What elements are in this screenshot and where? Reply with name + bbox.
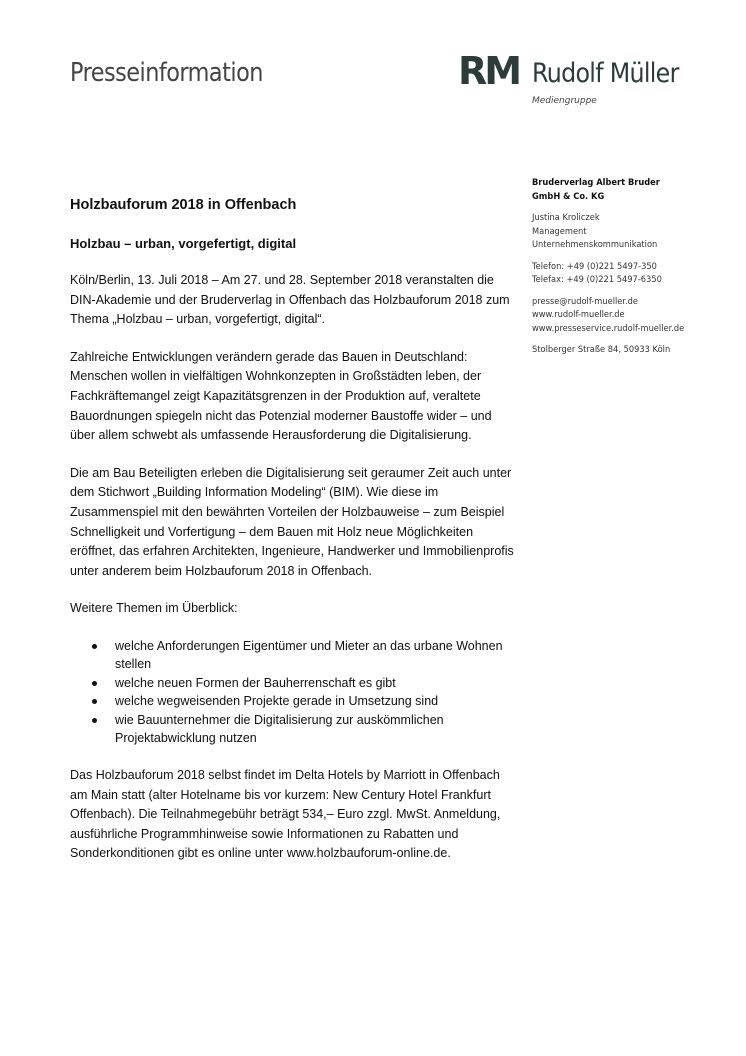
contact-company <box>532 177 716 204</box>
article-paragraph: Weitere Themen im Überblick: <box>70 601 238 616</box>
person-name: Justina Kroliczek <box>532 213 600 223</box>
logo-mark: RM <box>458 49 520 93</box>
contact-web <box>532 296 716 337</box>
presseservice-link[interactable]: www.presseservice.rudolf-mueller.de <box>532 323 685 334</box>
bullet-icon <box>92 681 97 686</box>
article-paragraph: Zahlreiche Entwicklungen verändern gerade das Bauen in Deutschland: Menschen wollen in vielfältigen Wohnkonzepten in Großstädten leben, der Fachkräftemangel zeigt Kapazitätsgrenzen in der Produktion auf, veraltete Bauordnungen spiegeln nicht das Potenzial moderner Baustoffe wider – und über allem schwebt als umfassende Herausforderung die Digitalisierung. <box>70 349 492 443</box>
article-closing: Das Holzbauforum 2018 selbst findet im Delta Hotels by Marriott in Offenbach am Main statt (alter Hotelname bis vor kurzem: New Century Hotel Frankfurt Offenbach). Die Teilnahmegebühr beträgt 534,– Euro zzgl. MwSt. Anmeldung, ausführliche Programmhinweise sowie Informationen zu Rabatten und Sonderkonditionen gibt es online unter www.holzbauforum-online.de. <box>70 767 501 861</box>
article-paragraph: Die am Bau Beteiligten erleben die Digitalisierung seit geraumer Zeit auch unter dem Stichwort „Building Information Modeling“ (BIM). Wie diese im Zusammenspiel mit den bewährten Vorteilen der Holzbauweise – zum Beispiel Schnelligkeit und Vorfertigung – dem Bauen mit Holz neue Möglichkeiten eröffnet, das erfahren Architekten, Ingenieure, Handwerker und Immobilienprofis unter anderem beim Holzbauforum 2018 in Offenbach. <box>70 465 514 578</box>
address-line: Stolberger Straße 84, 50933 Köln <box>532 345 671 355</box>
article-subheadline: Holzbau – urban, vorgefertigt, digital <box>70 236 297 251</box>
logo-name: Rudolf Müller <box>532 58 679 89</box>
company-line: Bruderverlag Albert Bruder <box>532 178 660 188</box>
list-item-text: welche wegweisenden Projekte gerade in Umsetzung sind <box>115 694 439 709</box>
email-link[interactable]: presse@rudolf-mueller.de <box>532 296 639 307</box>
list-item <box>70 692 515 711</box>
list-item <box>70 674 515 693</box>
logo-subtitle: Mediengruppe <box>532 96 597 106</box>
contact-address <box>532 344 716 358</box>
bullet-icon <box>92 644 97 649</box>
list-item-text: wie Bauunternehmer die Digitalisierung zur auskömmlichen Projektabwicklung nutzen <box>115 712 444 746</box>
bullet-icon <box>92 718 97 723</box>
page-title: Presseinformation <box>70 58 263 88</box>
person-department: Management <box>532 226 587 237</box>
fax-number: Telefax: +49 (0)221 5497-6350 <box>532 275 662 285</box>
contact-sidebar <box>532 177 716 366</box>
list-item <box>70 637 515 674</box>
list-item <box>70 711 515 748</box>
phone-number: Telefon: +49 (0)221 5497-350 <box>532 261 657 272</box>
website-link[interactable]: www.rudolf-mueller.de <box>532 310 625 320</box>
topics-list <box>70 637 515 748</box>
company-logo <box>458 49 728 112</box>
article-body <box>70 196 515 882</box>
article-headline: Holzbauforum 2018 in Offenbach <box>70 197 297 213</box>
contact-phone <box>532 261 716 288</box>
person-department: Unternehmenskommunikation <box>532 240 658 250</box>
article-paragraph: Köln/Berlin, 13. Juli 2018 – Am 27. und 28. September 2018 veranstalten die DIN-Akademie und der Bruderverlag in Offenbach das Holzbauforum 2018 zum Thema „Holzbau – urban, vorgefertigt, digital“. <box>70 273 510 327</box>
company-line: GmbH & Co. KG <box>532 191 605 202</box>
contact-person <box>532 212 716 253</box>
list-item-text: welche Anforderungen Eigentümer und Mieter an das urbane Wohnen stellen <box>115 638 503 672</box>
bullet-icon <box>92 699 97 704</box>
list-item-text: welche neuen Formen der Bauherrenschaft es gibt <box>115 675 396 690</box>
